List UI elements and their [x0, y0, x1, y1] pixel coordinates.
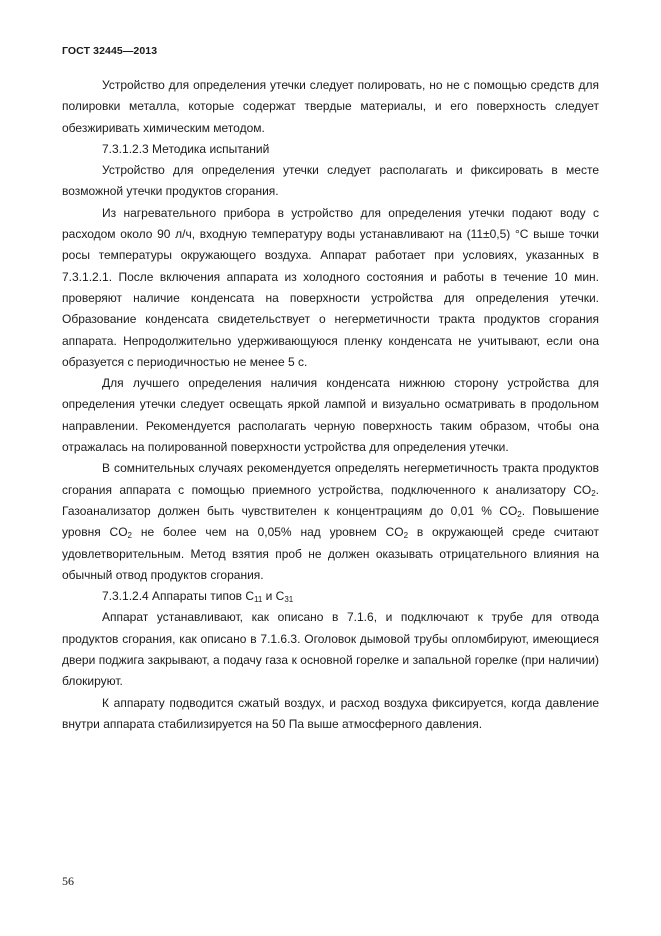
- paragraph-appliance-installation: Аппарат устанавливают, как описано в 7.1.6, и подключают к трубе для отвода продуктов сгорания, как описано в 7.1.6.3. Оголовок дымовой трубы опломбируют, имеющиеся двери поджига закрывают, а подачу газа к основной горелке и запальной горелке (при наличии) блокируют.: [62, 610, 599, 689]
- co2-text-4: не более чем на 0,05% над уровнем CO: [132, 525, 404, 540]
- paragraph-device-placement: Устройство для определения утечки следует располагать и фиксировать в месте возможной утечки продуктов сгорания.: [62, 163, 599, 199]
- section-heading-test-method: 7.3.1.2.3 Методика испытаний: [102, 141, 270, 156]
- paragraph-compressed-air: К аппарату подводится сжатый воздух, и расход воздуха фиксируется, когда давление внутри аппарата стабилизируется на 50 Па выше атмосферного давления.: [62, 695, 599, 731]
- co2-text-2: . Газоанализатор должен быть чувствителен к концентрациям до 0,01 % CO: [62, 482, 599, 518]
- co2-text-3: . Повышение уровня CO: [62, 503, 599, 540]
- paragraph-lamp-inspection: Для лучшего определения наличия конденсата нижнюю сторону устройства для определения утечки следует освещать яркой лампой и визуально осматривать в продольном направлении. Рекомендуется располагать черную поверхность таким образом, чтобы она отражалась на полированной поверхности устройства для определения утечки.: [62, 376, 599, 455]
- types-subscript-2: 31: [284, 595, 294, 605]
- section-heading-appliance-types: [62, 586, 599, 607]
- body-text: [62, 75, 599, 735]
- document-code-header: ГОСТ 32445—2013: [62, 45, 158, 57]
- types-text-2: и C: [262, 589, 285, 604]
- co2-text-1: В сомнительных случаях рекомендуется определять негерметичность тракта продуктов сгорания аппарата с помощью приемного устройства, подключенного к анализатору CO: [62, 461, 599, 497]
- types-text-1: 7.3.1.2.4 Аппараты типов C: [102, 589, 254, 604]
- paragraph-co2-analyzer: [62, 458, 599, 586]
- page-number: 56: [62, 874, 74, 888]
- co2-subscript-1: 2: [591, 488, 596, 498]
- paragraph-polishing: Устройство для определения утечки следует полировать, но не с помощью средств для полировки металла, которые содержат твердые материалы, и его поверхность следует обезжиривать химическим методом.: [62, 78, 599, 135]
- co2-subscript-2: 2: [517, 509, 522, 519]
- co2-subscript-3: 2: [127, 531, 132, 541]
- co2-text-5: в окружающей среде считают удовлетворительным. Метод взятия проб не должен оказывать отрицательного влияния на обычный отвод продуктов сгорания.: [62, 525, 599, 582]
- co2-subscript-4: 2: [403, 531, 409, 541]
- types-subscript-1: 11: [254, 595, 263, 605]
- paragraph-water-flow: Из нагревательного прибора в устройство для определения утечки подают воду с расходом около 90 л/ч, входную температуру воды устанавливают на (11±0,5) °С выше точки росы температуры окружающего воздуха. Аппарат работает при условиях, указанных в 7.3.1.2.1. После включения аппарата из холодного состояния и работы в течение 10 мин. проверяют наличие конденсата на поверхности устройства для определения утечки. Образование конденсата свидетельствует о негерметичности тракта продуктов сгорания аппарата. Непродолжительно удерживающуюся пленку конденсата не учитывают, если она образуется с периодичностью не менее 5 с.: [62, 205, 599, 369]
